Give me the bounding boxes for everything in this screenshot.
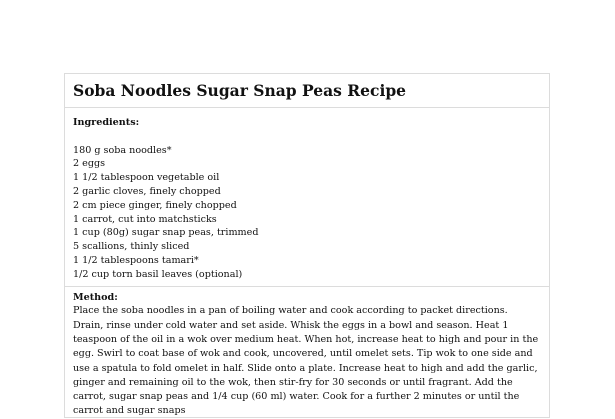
recipe-card [64, 73, 550, 418]
method-heading: Method: [73, 291, 118, 303]
ingredient-item: 5 scallions, thinly sliced [73, 241, 190, 253]
method-section [65, 287, 549, 419]
ingredient-item: 1 cup (80g) sugar snap peas, trimmed [73, 227, 259, 239]
ingredient-item: 2 garlic cloves, finely chopped [73, 185, 221, 197]
ingredient-item: 180 g soba noodles* [73, 144, 172, 156]
recipe-title: Soba Noodles Sugar Snap Peas Recipe [65, 74, 549, 108]
ingredients-heading: Ingredients: [73, 117, 140, 128]
ingredient-item: 2 eggs [73, 158, 106, 170]
ingredients-spacer [73, 130, 541, 144]
method-text: Place the soba noodles in a pan of boiling water and cook according to packet directions. Drain, rinse under cold water and set aside. Whisk the eggs in a bowl and season. Heat 1 teaspoon of the oil in a wok over medium heat. When hot, increase heat to high and pour in the egg. Swirl to coat base of wok and cook, uncovered, until omelet sets. Tip wok to one side and use a spatula to fold omelet in half. Slide onto a plate. Increase heat to high and add the garlic, ginger and remaining oil to the wok, then stir-fry for 30 seconds or until fragrant. Add the carrot, sugar snap peas and 1/4 cup (60 ml) water. Cook for a further 2 minutes or until the carrot and sugar snaps [73, 305, 539, 417]
ingredient-item: 1 1/2 tablespoons tamari* [73, 254, 199, 266]
ingredient-item: 2 cm piece ginger, finely chopped [73, 199, 237, 211]
ingredient-item: 1 1/2 tablespoon vegetable oil [73, 172, 220, 184]
ingredient-list [73, 144, 541, 282]
ingredients-section [65, 108, 549, 287]
ingredient-item: 1/2 cup torn basil leaves (optional) [73, 268, 243, 280]
ingredient-item: 1 carrot, cut into matchsticks [73, 213, 217, 225]
